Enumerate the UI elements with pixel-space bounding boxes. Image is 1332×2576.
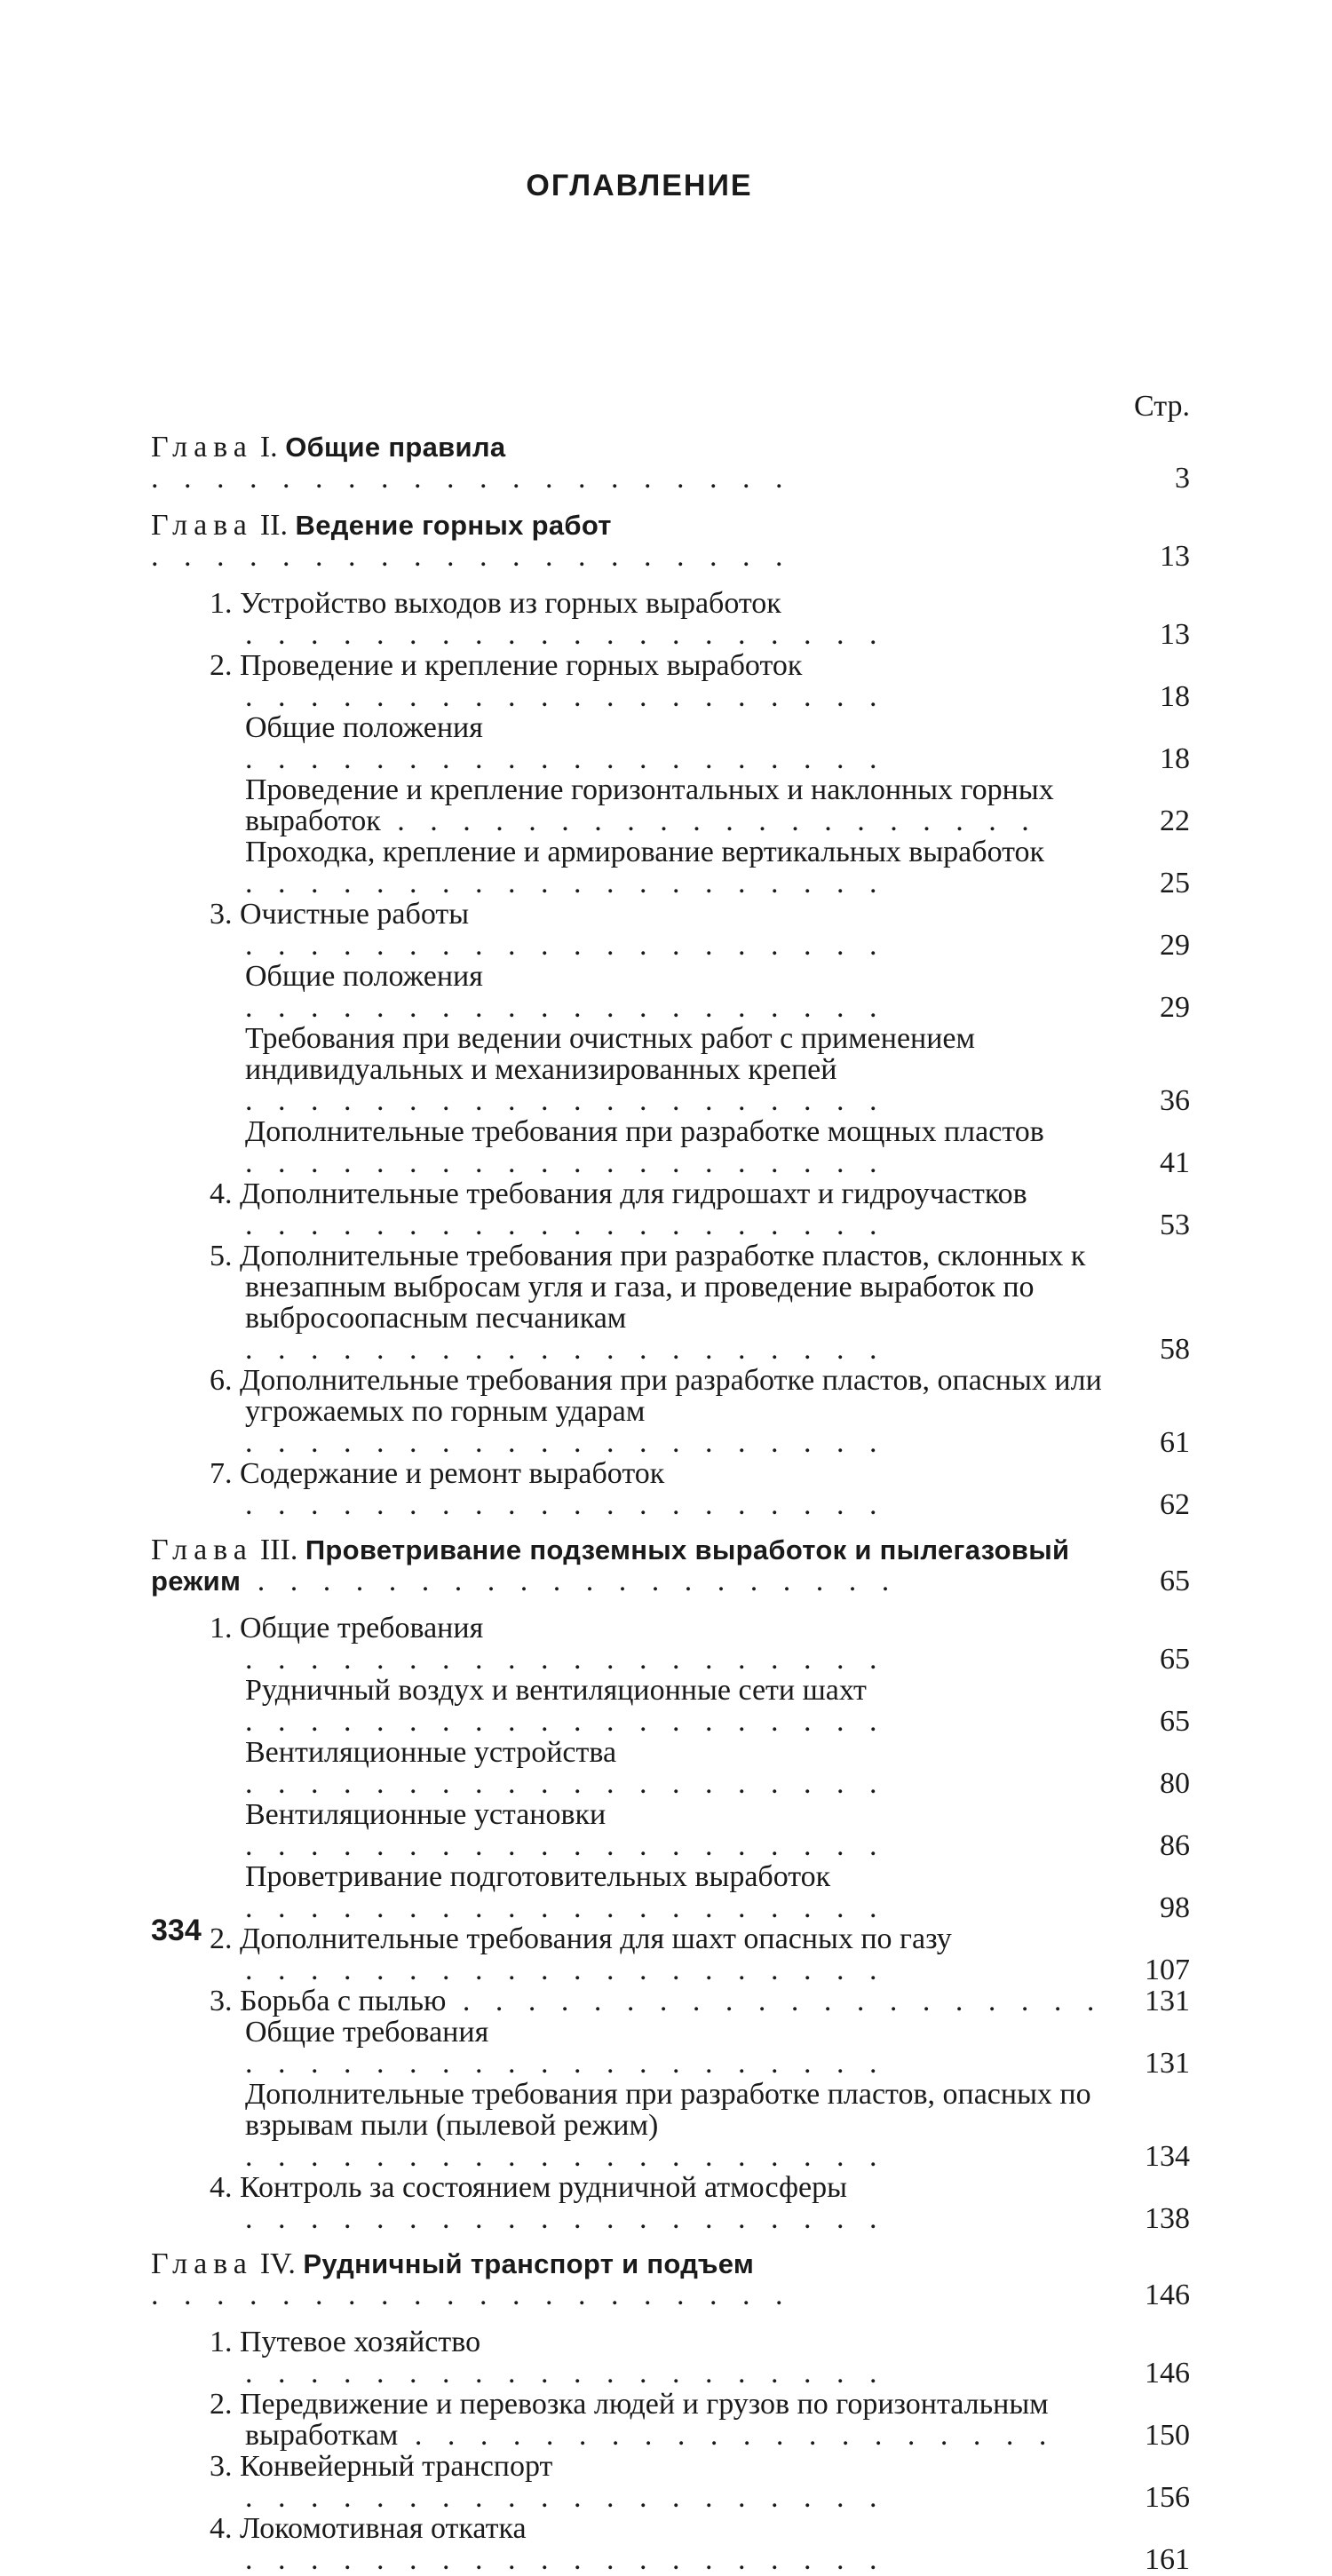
dot-leader: . . . . . . . . . . . . . . . . . . . .	[245, 1891, 886, 1923]
section-entry	[151, 650, 1190, 712]
page-ref: 107	[1145, 1954, 1190, 1986]
entry-title: Дополнительные требования при разработке пластов, опасных по взрывам пыли (пылевой режим)	[245, 2079, 1091, 2142]
entry-text	[151, 1365, 1119, 1458]
page-ref: 134	[1145, 2140, 1190, 2173]
entry-text	[151, 2389, 1119, 2451]
section-entry	[151, 1986, 1190, 2017]
entry-title: Локомотивная откатка	[240, 2513, 527, 2545]
entry-text	[151, 1023, 1119, 1116]
subsection-entry	[151, 1023, 1190, 1116]
subsection-entry	[151, 1675, 1190, 1737]
entry-text	[151, 1458, 1119, 1520]
dot-leader: . . . . . . . . . . . . . . . . . . . .	[245, 1705, 886, 1737]
section-number: 2.	[210, 2389, 240, 2421]
entry-text	[151, 2451, 1119, 2513]
entry-text	[151, 1613, 1119, 1675]
subsection-entry	[151, 1799, 1190, 1861]
chapter-entry	[151, 432, 1190, 494]
dot-leader: . . . . . . . . . . . . . . . . . . . .	[245, 1643, 886, 1675]
chapter-text	[151, 432, 1119, 494]
page-ref: 58	[1160, 1333, 1190, 1366]
subsection-entry	[151, 1116, 1190, 1178]
entry-text	[151, 2513, 1119, 2575]
entry-text	[151, 650, 1119, 712]
entry-title: Общие положения	[245, 961, 483, 993]
dot-leader: . . . . . . . . . . . . . . . . . . . .	[151, 540, 792, 572]
page-ref: 138	[1145, 2202, 1190, 2235]
chapter-label: Глава	[151, 432, 253, 464]
page-ref: 146	[1145, 2279, 1190, 2311]
section-entry	[151, 2451, 1190, 2513]
section-number: 2.	[210, 650, 240, 682]
entry-text	[151, 961, 1119, 1023]
dot-leader: . . . . . . . . . . . . . . . . . . . .	[245, 1146, 886, 1178]
section-entry	[151, 1613, 1190, 1675]
section-entry	[151, 588, 1190, 650]
page-ref: 18	[1160, 680, 1190, 713]
dot-leader: . . . . . . . . . . . . . . . . . . . .	[446, 1986, 1104, 2017]
toc-body	[151, 432, 1190, 2575]
entry-text	[151, 1737, 1119, 1799]
page-ref: 18	[1160, 742, 1190, 775]
chapter-numeral: II.	[259, 510, 296, 542]
page-ref: 13	[1160, 540, 1190, 573]
chapter-numeral: I.	[259, 432, 286, 464]
dot-leader: . . . . . . . . . . . . . . . . . . . .	[245, 2047, 886, 2079]
page-ref: 65	[1160, 1643, 1190, 1676]
entry-text	[151, 1178, 1119, 1240]
section-number: 1.	[210, 1613, 240, 1645]
entry-title: Проветривание подготовительных выработок	[245, 1861, 831, 1893]
dot-leader: . . . . . . . . . . . . . . . . . . . .	[245, 929, 886, 961]
subsection-entry	[151, 961, 1190, 1023]
page-title: ОГЛАВЛЕНИЕ	[526, 169, 753, 202]
entry-title: Дополнительные требования для гидрошахт и гидроучастков	[240, 1178, 1027, 1210]
page-ref: 36	[1160, 1084, 1190, 1117]
page-ref: 65	[1160, 1705, 1190, 1738]
page-ref: 29	[1160, 929, 1190, 962]
entry-title: Содержание и ремонт выработок	[240, 1458, 665, 1490]
entry-text	[151, 712, 1119, 774]
chapter-numeral: III.	[259, 1534, 305, 1566]
chapter-numeral: IV.	[259, 2248, 304, 2280]
page-ref: 62	[1160, 1488, 1190, 1521]
entry-text	[151, 1240, 1119, 1365]
page-number: 334	[151, 1914, 202, 1947]
dot-leader: . . . . . . . . . . . . . . . . . . . .	[151, 2279, 792, 2310]
subsection-entry	[151, 774, 1190, 836]
chapter-title: Ведение горных работ	[295, 510, 612, 541]
dot-leader: . . . . . . . . . . . . . . . . . . . .	[245, 2543, 886, 2575]
dot-leader: . . . . . . . . . . . . . . . . . . . .	[245, 2202, 886, 2234]
entry-text	[151, 2079, 1119, 2172]
page-ref: 65	[1160, 1565, 1190, 1597]
entry-title: Путевое хозяйство	[240, 2326, 481, 2358]
section-entry	[151, 2326, 1190, 2389]
page-column-header: Стр.	[1133, 390, 1190, 423]
dot-leader: . . . . . . . . . . . . . . . . . . . .	[245, 1209, 886, 1240]
entry-title: Устройство выходов из горных выработок	[240, 588, 781, 620]
dot-leader: . . . . . . . . . . . . . . . . . . . .	[245, 1426, 886, 1458]
dot-leader: . . . . . . . . . . . . . . . . . . . .	[245, 1084, 886, 1116]
entry-text	[151, 1986, 1119, 2017]
section-number: 4.	[210, 1178, 240, 1210]
page-ref: 29	[1160, 991, 1190, 1024]
section-entry	[151, 1240, 1190, 1365]
entry-text	[151, 2172, 1119, 2234]
page-ref: 80	[1160, 1767, 1190, 1800]
dot-leader: . . . . . . . . . . . . . . . . . . . .	[245, 2357, 886, 2389]
entry-title: Рудничный воздух и вентиляционные сети шахт	[245, 1675, 867, 1707]
section-entry	[151, 2513, 1190, 2575]
page-ref: 3	[1175, 462, 1190, 495]
entry-title: Общие положения	[245, 712, 483, 744]
entry-title: Общие требования	[245, 2017, 489, 2049]
section-entry	[151, 1365, 1190, 1458]
dot-leader: . . . . . . . . . . . . . . . . . . . .	[245, 742, 886, 774]
dot-leader: . . . . . . . . . . . . . . . . . . . .	[245, 1954, 886, 1986]
section-number: 3.	[210, 2451, 240, 2483]
chapter-entry	[151, 2248, 1190, 2310]
entry-text	[151, 899, 1119, 961]
chapter-label: Глава	[151, 1534, 253, 1566]
entry-text	[151, 1923, 1119, 1986]
section-entry	[151, 899, 1190, 961]
page-ref: 61	[1160, 1426, 1190, 1459]
entry-title: Дополнительные требования для шахт опасных по газу	[240, 1923, 952, 1955]
section-number: 7.	[210, 1458, 240, 1490]
entry-title: Дополнительные требования при разработке пластов, опасных или угрожаемых по горным ударам	[240, 1365, 1102, 1428]
section-entry	[151, 2172, 1190, 2234]
subsection-entry	[151, 712, 1190, 774]
section-number: 3.	[210, 899, 240, 931]
section-number: 4.	[210, 2513, 240, 2545]
section-number: 6.	[210, 1365, 240, 1397]
entry-text	[151, 2017, 1119, 2079]
entry-title: Проведение и крепление горных выработок	[240, 650, 803, 682]
subsection-entry	[151, 836, 1190, 899]
chapter-entry	[151, 1534, 1190, 1597]
entry-text	[151, 836, 1119, 899]
dot-leader: . . . . . . . . . . . . . . . . . . . .	[245, 1767, 886, 1799]
entry-title: Требования при ведении очистных работ с применением индивидуальных и механизированных крепей	[245, 1023, 976, 1086]
dot-leader: . . . . . . . . . . . . . . . . . . . .	[245, 1488, 886, 1520]
section-number: 1.	[210, 588, 240, 620]
subsection-entry	[151, 2017, 1190, 2079]
section-entry	[151, 1923, 1190, 1986]
page-ref: 131	[1145, 2047, 1190, 2080]
page-ref: 22	[1160, 805, 1190, 837]
entry-title: Вентиляционные устройства	[245, 1737, 617, 1769]
section-number: 3.	[210, 1986, 240, 2017]
dot-leader: . . . . . . . . . . . . . . . . . . . .	[245, 2481, 886, 2513]
section-entry	[151, 1178, 1190, 1240]
entry-title: Проходка, крепление и армирование вертикальных выработок	[245, 836, 1045, 868]
entry-title: Конвейерный транспорт	[240, 2451, 553, 2483]
entry-title: Контроль за состоянием рудничной атмосферы	[240, 2172, 847, 2204]
subsection-entry	[151, 1737, 1190, 1799]
chapter-title: Общие правила	[285, 432, 506, 463]
section-entry	[151, 1458, 1190, 1520]
section-entry	[151, 2389, 1190, 2451]
dot-leader: . . . . . . . . . . . . . . . . . . . .	[245, 2140, 886, 2172]
chapter-title: Проветривание подземных выработок и пылегазовый режим	[151, 1534, 1070, 1597]
page-ref: 86	[1160, 1829, 1190, 1862]
page-ref: 150	[1145, 2419, 1190, 2452]
entry-text	[151, 1675, 1119, 1737]
chapter-title: Рудничный транспорт и подъем	[303, 2248, 755, 2279]
page-ref: 25	[1160, 867, 1190, 900]
entry-text	[151, 774, 1119, 836]
page-ref: 98	[1160, 1891, 1190, 1924]
subsection-entry	[151, 1861, 1190, 1923]
chapter-text	[151, 2248, 1119, 2310]
dot-leader: . . . . . . . . . . . . . . . . . . . .	[245, 680, 886, 712]
page-ref: 131	[1145, 1985, 1190, 2017]
entry-title: Борьба с пылью	[240, 1986, 447, 2017]
dot-leader: . . . . . . . . . . . . . . . . . . . .	[245, 867, 886, 899]
dot-leader: . . . . . . . . . . . . . . . . . . . .	[380, 805, 1038, 836]
entry-text	[151, 1799, 1119, 1861]
dot-leader: . . . . . . . . . . . . . . . . . . . .	[245, 1829, 886, 1861]
entry-text	[151, 1861, 1119, 1923]
dot-leader: . . . . . . . . . . . . . . . . . . . .	[151, 462, 792, 494]
dot-leader: . . . . . . . . . . . . . . . . . . . .	[241, 1565, 899, 1597]
entry-title: Вентиляционные установки	[245, 1799, 607, 1831]
entry-title: Передвижение и перевозка людей и грузов по горизонтальным выработкам	[240, 2389, 1049, 2451]
page-ref: 41	[1160, 1146, 1190, 1179]
chapter-entry	[151, 510, 1190, 572]
entry-text	[151, 2326, 1119, 2389]
dot-leader: . . . . . . . . . . . . . . . . . . . .	[245, 1333, 886, 1365]
page-ref: 146	[1145, 2357, 1190, 2390]
dot-leader: . . . . . . . . . . . . . . . . . . . .	[245, 991, 886, 1023]
chapter-text	[151, 510, 1119, 572]
entry-text	[151, 1116, 1119, 1178]
section-number: 1.	[210, 2326, 240, 2358]
section-number: 5.	[210, 1240, 240, 1272]
page-ref: 53	[1160, 1209, 1190, 1241]
entry-title: Дополнительные требования при разработке пластов, склонных к внезапным выбросам угля и газа, и проведение выработок по выбросоопасным песчаникам	[240, 1240, 1086, 1335]
dot-leader: . . . . . . . . . . . . . . . . . . . .	[398, 2419, 1056, 2451]
page-ref: 161	[1145, 2543, 1190, 2576]
section-number: 2.	[210, 1923, 240, 1955]
entry-title: Дополнительные требования при разработке мощных пластов	[245, 1116, 1044, 1148]
entry-title: Проведение и крепление горизонтальных и наклонных горных выработок	[245, 774, 1054, 836]
subsection-entry	[151, 2079, 1190, 2172]
page-ref: 156	[1145, 2481, 1190, 2514]
section-number: 4.	[210, 2172, 240, 2204]
page-ref: 13	[1160, 618, 1190, 651]
chapter-text	[151, 1534, 1119, 1597]
dot-leader: . . . . . . . . . . . . . . . . . . . .	[245, 618, 886, 650]
entry-title: Общие требования	[240, 1613, 484, 1645]
chapter-label: Глава	[151, 510, 253, 542]
table-of-contents	[151, 391, 1190, 2575]
chapter-label: Глава	[151, 2248, 253, 2280]
entry-text	[151, 588, 1119, 650]
entry-title: Очистные работы	[240, 899, 470, 931]
